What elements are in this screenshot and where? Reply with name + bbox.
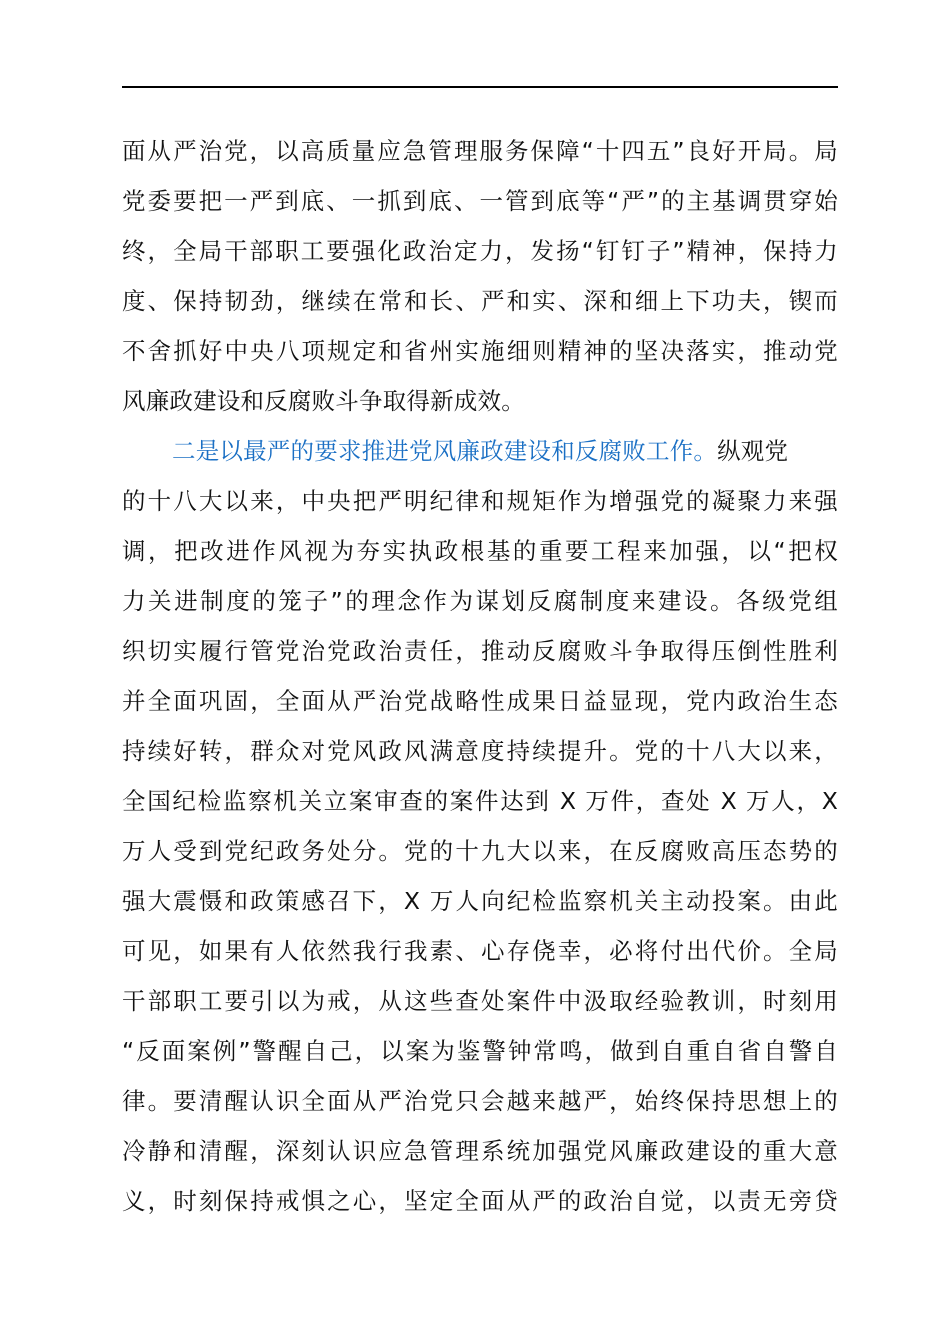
document-body xyxy=(122,126,838,1226)
paragraph-line: 终，全局干部职工要强化政治定力，发扬“钉钉子”精神，保持力 xyxy=(122,237,838,265)
paragraph-line: 织切实履行管党治党政治责任，推动反腐败斗争取得压倒性胜利 xyxy=(122,637,838,665)
paragraph-line: 的十八大以来，中央把严明纪律和规矩作为增强党的凝聚力来强 xyxy=(122,487,838,515)
paragraph-line: 并全面巩固，全面从严治党战略性成果日益显现，党内政治生态 xyxy=(122,687,838,715)
paragraph-line: 持续好转，群众对党风政风满意度持续提升。党的十八大以来， xyxy=(122,737,838,765)
paragraph-line: 强大震慑和政策感召下，X 万人向纪检监察机关主动投案。由此 xyxy=(122,887,838,915)
paragraph-line: 不舍抓好中央八项规定和省州实施细则精神的坚决落实，推动党 xyxy=(122,337,838,365)
paragraph-line: 冷静和清醒，深刻认识应急管理系统加强党风廉政建设的重大意 xyxy=(122,1137,838,1165)
paragraph-line: 风廉政建设和反腐败斗争取得新成效。 xyxy=(122,387,525,415)
paragraph-text: 纵观党 xyxy=(717,437,789,465)
paragraph-line: 义，时刻保持戒惧之心，坚定全面从严的政治自觉，以责无旁贷 xyxy=(122,1187,838,1215)
section-heading: 二是以最严的要求推进党风廉政建设和反腐败工作。 xyxy=(172,437,718,465)
paragraph-line: 面从严治党，以高质量应急管理服务保障“十四五”良好开局。局 xyxy=(122,137,838,165)
paragraph-line: 党委要把一严到底、一抓到底、一管到底等“严”的主基调贯穿始 xyxy=(122,187,838,215)
paragraph-line: 可见，如果有人依然我行我素、心存侥幸，必将付出代价。全局 xyxy=(122,937,838,965)
paragraph-line: 调，把改进作风视为夯实执政根基的重要工程来加强，以“把权 xyxy=(122,537,838,565)
paragraph-line: 万人受到党纪政务处分。党的十九大以来，在反腐败高压态势的 xyxy=(122,837,838,865)
paragraph-first-line xyxy=(122,426,838,476)
paragraph-line: “反面案例”警醒自己，以案为鉴警钟常鸣，做到自重自省自警自 xyxy=(122,1037,838,1065)
paragraph-line: 全国纪检监察机关立案审查的案件达到 X 万件，查处 X 万人，X xyxy=(122,787,838,815)
header-rule xyxy=(122,86,838,88)
paragraph-line: 度、保持韧劲，继续在常和长、严和实、深和细上下功夫，锲而 xyxy=(122,287,838,315)
paragraph-line: 律。要清醒认识全面从严治党只会越来越严，始终保持思想上的 xyxy=(122,1087,838,1115)
paragraph-line: 力关进制度的笼子”的理念作为谋划反腐制度来建设。各级党组 xyxy=(122,587,838,615)
paragraph-line: 干部职工要引以为戒，从这些查处案件中汲取经验教训，时刻用 xyxy=(122,987,838,1015)
